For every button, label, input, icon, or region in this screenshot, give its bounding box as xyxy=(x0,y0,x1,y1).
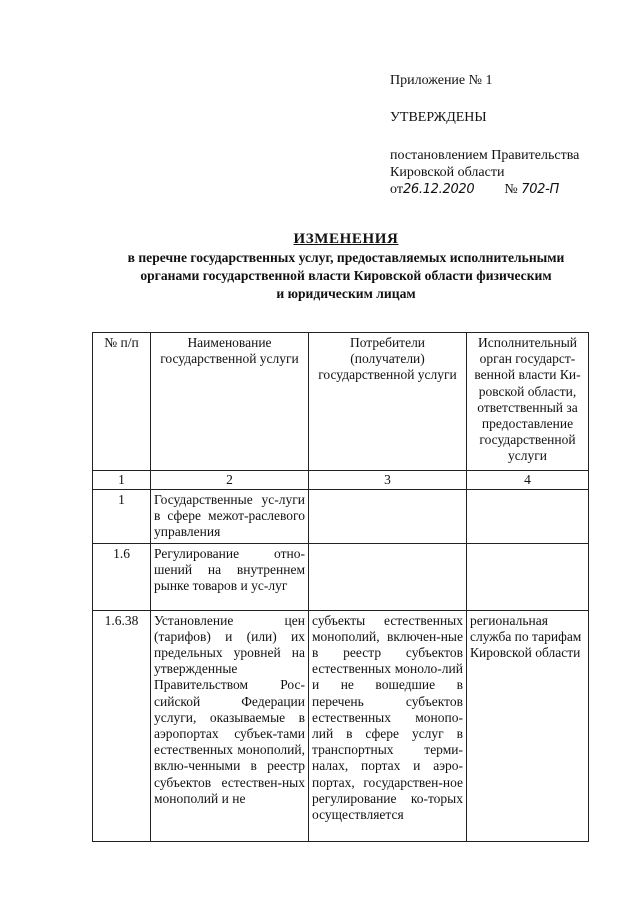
services-table xyxy=(92,332,589,842)
document-title-block xyxy=(100,229,592,303)
table-row xyxy=(93,543,589,610)
column-number: 1 xyxy=(93,471,151,490)
row-consumers xyxy=(309,490,467,544)
table-row xyxy=(93,610,589,841)
number-prefix: № xyxy=(504,182,518,197)
document-title: ИЗМЕНЕНИЯ xyxy=(293,231,399,247)
row-number: 1.6.38 xyxy=(93,610,151,841)
column-number: 3 xyxy=(309,471,467,490)
appendix-label: Приложение № 1 xyxy=(390,73,493,88)
row-consumers: субъекты естественных монополий, включен-ные в реестр субъектов естественных моноло-лий и не вошедшие в перечень субъектов естественных монопо-лий в сфере услуг в транспортных терми-налах, портах и аэро-портах, государствен-ное регулирование ко-торых осуществляется xyxy=(309,610,467,841)
subtitle-line: органами государственной власти Кировской области физическим xyxy=(140,268,552,283)
date-prefix: от xyxy=(390,182,403,197)
row-service-name: Государственные ус-луги в сфере межот-раслевого управления xyxy=(151,490,309,544)
header-cell-service-name: Наименование государственной услуги xyxy=(151,333,309,471)
row-service-name: Регулирование отно-шений на внутреннем рынке товаров и ус-луг xyxy=(151,543,309,610)
decree-line-2: Кировской области xyxy=(390,165,505,180)
approval-block xyxy=(390,72,630,198)
row-number: 1 xyxy=(93,490,151,544)
column-numbers-row xyxy=(93,471,589,490)
document-subtitle xyxy=(100,249,592,303)
row-number: 1.6 xyxy=(93,543,151,610)
table-header-row xyxy=(93,333,589,471)
header-cell-consumers: Потребители (получатели) государственной услуги xyxy=(309,333,467,471)
decree-date-line xyxy=(390,181,630,198)
handwritten-date: 26.12.2020 xyxy=(402,182,475,197)
subtitle-line: и юридическим лицам xyxy=(276,286,416,301)
decree-line-1: постановлением Правительства xyxy=(390,148,580,163)
header-cell-number: № п/п xyxy=(93,333,151,471)
handwritten-number: 702-П xyxy=(521,182,560,197)
column-number: 2 xyxy=(151,471,309,490)
table-row xyxy=(93,490,589,544)
row-consumers xyxy=(309,543,467,610)
subtitle-line: в перечне государственных услуг, предоставляемых исполнительными xyxy=(127,250,565,265)
header-cell-authority: Исполнительный орган государст-венной власти Ки-ровской области, ответственный за предоставление государственной услуги xyxy=(467,333,589,471)
column-number: 4 xyxy=(467,471,589,490)
row-authority xyxy=(467,543,589,610)
row-authority xyxy=(467,490,589,544)
approved-label: УТВЕРЖДЕНЫ xyxy=(390,110,487,125)
row-service-name: Установление цен (тарифов) и (или) их предельных уровней на утвержденные Правительством Рос-сийской Федерации услуги, оказываемые в аэропортах субъек-тами естественных монополий, вклю-ченными в реестр субъектов естествен-ных монополий и не xyxy=(151,610,309,841)
row-authority: региональная служба по тарифам Кировской области xyxy=(467,610,589,841)
